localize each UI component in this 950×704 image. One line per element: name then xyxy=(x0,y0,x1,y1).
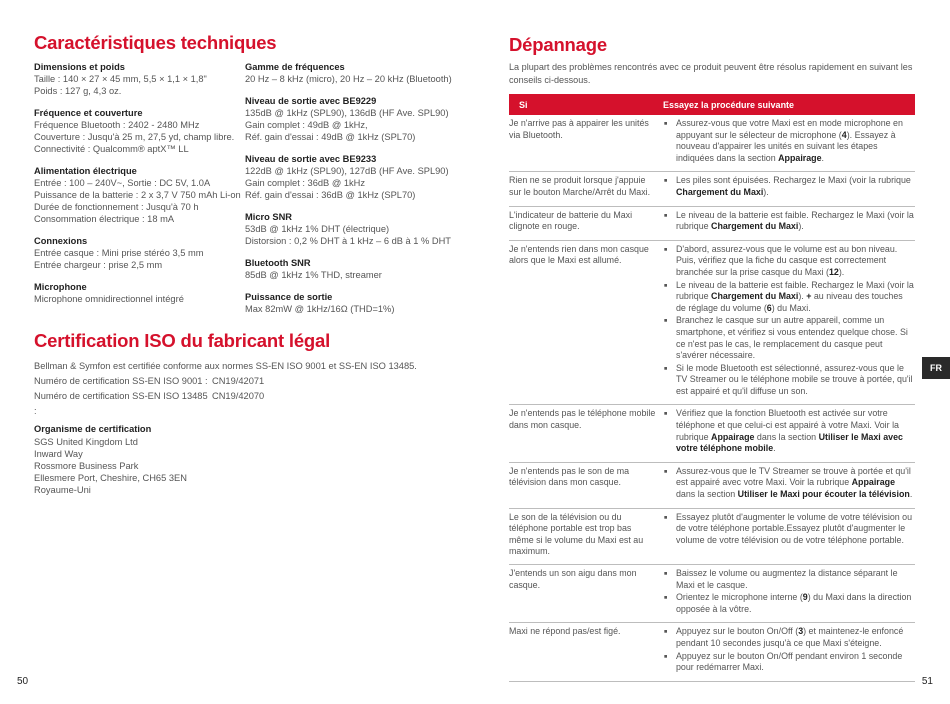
spec-line: Couverture : Jusqu'à 25 m, 27,5 yd, champ libre. xyxy=(34,132,235,142)
page-number-right: 51 xyxy=(921,676,933,687)
spec-block xyxy=(34,61,241,97)
spec-heading: Bluetooth SNR xyxy=(245,258,311,268)
org-line: SGS United Kingdom Ltd xyxy=(34,437,138,447)
solution-text: . xyxy=(773,443,776,454)
solution-list xyxy=(663,626,915,673)
bullet-icon xyxy=(664,280,667,294)
bullet-icon xyxy=(664,592,667,606)
spec-line: Taille : 140 × 27 × 45 mm, 5,5 × 1,1 × 1,8" xyxy=(34,74,207,84)
solution-text: Le niveau de la batterie est faible. Rechargez le Maxi (voir la rubrique xyxy=(676,209,914,232)
solution-cell xyxy=(663,565,915,623)
spec-line: Fréquence Bluetooth : 2402 - 2480 MHz xyxy=(34,120,200,130)
header-if: Si xyxy=(509,94,663,115)
plus-icon: + xyxy=(806,291,812,302)
spec-line: 85dB @ 1kHz 1% THD, streamer xyxy=(245,270,382,280)
solution-list xyxy=(663,466,915,501)
solution-bold: Appairage xyxy=(711,431,755,442)
solution-bold: 12 xyxy=(828,266,839,277)
solution-text: ). Essayez à nouveau d'appairer les unités en suivant les étapes indiquées dans la section xyxy=(676,129,896,163)
solution-cell xyxy=(663,206,915,240)
spec-line: Max 82mW @ 1kHz/16Ω (THD=1%) xyxy=(245,304,395,314)
specs-title: Caractéristiques techniques xyxy=(34,32,277,53)
solution-list xyxy=(663,408,915,454)
troubleshooting-title: Dépannage xyxy=(509,34,607,55)
spec-line: Gain complet : 36dB @ 1kHz xyxy=(245,178,366,188)
bullet-icon xyxy=(664,210,667,224)
solution-text: dans la section xyxy=(754,431,819,442)
solution-text: Assurez-vous que votre Maxi est en mode microphone en appuyant sur le sélecteur de microphone ( xyxy=(676,118,903,140)
solution-text: ) du Maxi. xyxy=(771,302,811,313)
spec-block xyxy=(245,153,452,201)
solution-text: ). xyxy=(798,291,807,302)
spec-line: 20 Hz – 8 kHz (micro), 20 Hz – 20 kHz (Bluetooth) xyxy=(245,74,452,84)
header-procedure: Essayez la procédure suivante xyxy=(663,94,915,115)
solution-bold: 9 xyxy=(802,592,808,603)
cert-label: Numéro de certification SS-EN ISO 9001 : xyxy=(34,376,208,386)
solution-cell xyxy=(663,462,915,508)
cert-row xyxy=(34,389,464,419)
problem-cell: Maxi ne répond pas/est figé. xyxy=(509,623,663,681)
spec-heading: Connexions xyxy=(34,236,88,246)
table-row xyxy=(509,206,915,240)
specs-column-1 xyxy=(34,61,241,315)
org-heading: Organisme de certification xyxy=(34,424,152,434)
cert-title: Certification ISO du fabricant légal xyxy=(34,330,331,351)
table-row xyxy=(509,240,915,405)
problem-cell: Rien ne se produit lorsque j'appuie sur le bouton Marche/Arrêt du Maxi. xyxy=(509,172,663,206)
spec-line: Entrée : 100 – 240V~, Sortie : DC 5V, 1.0A xyxy=(34,178,211,188)
solution-bold: 3 xyxy=(798,626,804,637)
solution-text: Les piles sont épuisées. Rechargez le Maxi (voir la rubrique xyxy=(676,175,911,186)
solution-cell xyxy=(663,172,915,206)
solution-list xyxy=(663,118,915,164)
solution-bold: Utiliser le Maxi pour écouter la télévision xyxy=(737,489,910,500)
solution-text: . xyxy=(821,152,825,163)
spec-line: Microphone omnidirectionnel intégré xyxy=(34,294,184,304)
solution-text: Orientez le microphone interne ( xyxy=(676,592,803,603)
solution-bold: Chargement du Maxi xyxy=(711,291,799,302)
bullet-icon xyxy=(664,626,667,640)
page-number-left: 50 xyxy=(17,676,29,687)
solution-bold: 6 xyxy=(766,302,772,313)
table-row xyxy=(509,565,915,623)
table-row xyxy=(509,623,915,681)
spec-line: Poids : 127 g, 4,3 oz. xyxy=(34,86,122,96)
spec-block xyxy=(34,165,241,225)
solution-text: Branchez le casque sur un autre appareil, comme un smartphone, et vérifiez si vous entendez quelque chose. Si ce n'est pas le cas, le remplacement du casque peut s'avérer nécessaire. xyxy=(676,315,908,361)
spec-block xyxy=(34,107,241,155)
table-row xyxy=(509,115,915,172)
spec-line: Entrée chargeur : prise 2,5 mm xyxy=(34,260,163,270)
table-row xyxy=(509,508,915,564)
bullet-icon xyxy=(664,118,667,132)
solution-item xyxy=(663,315,915,361)
solution-item xyxy=(663,210,915,233)
troubleshooting-intro: La plupart des problèmes rencontrés avec ce produit peuvent être résolus rapidement en suivant les conseils ci-dessous. xyxy=(509,62,913,85)
problem-cell: L'indicateur de batterie du Maxi clignote en rouge. xyxy=(509,206,663,240)
solution-item xyxy=(663,651,915,674)
spec-line: Durée de fonctionnement : Jusqu'à 70 h xyxy=(34,202,199,212)
spec-line: Gain complet : 49dB @ 1kHz, xyxy=(245,120,368,130)
problem-cell: Je n'entends pas le téléphone mobile dans mon casque. xyxy=(509,405,663,462)
solution-text: Appuyez sur le bouton On/Off pendant environ 1 seconde pour redémarrer Maxi. xyxy=(676,650,903,673)
spec-heading: Gamme de fréquences xyxy=(245,62,345,72)
solution-text: . xyxy=(909,489,913,500)
spec-line: 53dB @ 1kHz 1% DHT (électrique) xyxy=(245,224,390,234)
solution-text: Baissez le volume ou augmentez la distance séparant le Maxi et le casque. xyxy=(676,568,898,590)
solution-bold: Appairage xyxy=(851,477,896,488)
solution-bold: Appairage xyxy=(778,152,822,163)
bullet-icon xyxy=(664,363,667,377)
solution-text: Le niveau de la batterie est faible. Rechargez le Maxi (voir la rubrique xyxy=(676,279,914,302)
problem-cell: Je n'entends pas le son de ma télévision dans mon casque. xyxy=(509,462,663,508)
solution-item xyxy=(663,568,915,591)
solution-list xyxy=(663,568,915,615)
solution-text: ) du Maxi dans la direction opposée à la vôtre. xyxy=(676,592,912,614)
language-tab: FR xyxy=(922,357,950,379)
bullet-icon xyxy=(664,568,667,582)
spec-block xyxy=(245,257,452,281)
solution-item xyxy=(663,280,915,315)
table-row xyxy=(509,462,915,508)
solution-text: Appuyez sur le bouton On/Off ( xyxy=(676,626,799,637)
cert-rows xyxy=(34,374,464,419)
spec-line: Réf. gain d'essai : 49dB @ 1kHz (SPL70) xyxy=(245,132,416,142)
solution-item xyxy=(663,363,915,398)
solution-cell xyxy=(663,240,915,405)
problem-cell: Je n'entends rien dans mon casque alors que le Maxi est allumé. xyxy=(509,240,663,405)
cert-section xyxy=(34,359,464,496)
solution-text: Essayez plutôt d'augmenter le volume de votre télévision ou de votre téléphone portable.Essayez plutôt d'augmenter le volume de votre télévision ou de votre téléphone portable. xyxy=(676,511,913,545)
bullet-icon xyxy=(664,651,667,665)
solution-list xyxy=(663,175,915,198)
spec-heading: Fréquence et couverture xyxy=(34,108,143,118)
solution-item xyxy=(663,592,915,615)
spec-line: Réf. gain d'essai : 36dB @ 1kHz (SPL70) xyxy=(245,190,416,200)
problem-cell: Le son de la télévision ou du téléphone portable est trop bas même si le volume du Maxi est au maximum. xyxy=(509,508,663,564)
bullet-icon xyxy=(664,315,667,329)
problem-cell: J'entends un son aigu dans mon casque. xyxy=(509,565,663,623)
spec-heading: Microphone xyxy=(34,282,87,292)
solution-text: Vérifiez que la fonction Bluetooth est activée sur votre téléphone et que celui-ci est appairé à votre Maxi. Voir la rubrique xyxy=(676,408,899,442)
spec-block xyxy=(245,291,452,315)
solution-item xyxy=(663,244,915,279)
solution-bold: Chargement du Maxi xyxy=(676,186,764,197)
spec-heading: Niveau de sortie avec BE9229 xyxy=(245,96,377,106)
org-address xyxy=(34,436,464,496)
bullet-icon xyxy=(664,466,667,480)
spec-line: Distorsion : 0,2 % DHT à 1 kHz – 6 dB à 1 % DHT xyxy=(245,236,451,246)
solution-bold: 4 xyxy=(841,129,847,140)
cert-value: CN19/42071 xyxy=(212,376,265,386)
spec-block xyxy=(245,61,452,85)
spec-line: Connectivité : Qualcomm® aptX™ LL xyxy=(34,144,189,154)
solution-cell xyxy=(663,405,915,462)
org-line: Rossmore Business Park xyxy=(34,461,139,471)
org-line: Ellesmere Port, Cheshire, CH65 3EN xyxy=(34,473,187,483)
problem-cell: Je n'arrive pas à appairer les unités via Bluetooth. xyxy=(509,115,663,172)
spec-block xyxy=(245,211,452,247)
solution-text: ). xyxy=(838,266,845,277)
spec-line: 122dB @ 1kHz (SPL90), 127dB (HF Ave. SPL90) xyxy=(245,166,449,176)
cert-text: Bellman & Symfon est certifiée conforme aux normes SS-EN ISO 9001 et SS-EN ISO 13485. xyxy=(34,361,417,371)
table-row xyxy=(509,405,915,462)
solution-item xyxy=(663,175,915,198)
solution-cell xyxy=(663,115,915,172)
spec-block xyxy=(245,95,452,143)
bullet-icon xyxy=(664,408,667,422)
solution-item xyxy=(663,466,915,501)
solution-list xyxy=(663,210,915,233)
bullet-icon xyxy=(664,175,667,189)
spec-line: Consommation électrique : 18 mA xyxy=(34,214,175,224)
bullet-icon xyxy=(664,244,667,258)
cert-value: CN19/42070 xyxy=(212,391,265,401)
table-row xyxy=(509,172,915,206)
solution-list xyxy=(663,244,915,398)
troubleshooting-table xyxy=(509,94,915,682)
solution-text: ) et maintenez-le enfoncé pendant 10 secondes jusqu'à ce que Maxi s'éteigne. xyxy=(676,626,904,648)
spec-heading: Puissance de sortie xyxy=(245,292,333,302)
solution-item xyxy=(663,408,915,454)
solution-text: D'abord, assurez-vous que le volume est au bon niveau. Puis, vérifiez que la fiche du casque est correctement branchée sur la prise casque du Maxi ( xyxy=(676,243,898,277)
spec-line: Entrée casque : Mini prise stéréo 3,5 mm xyxy=(34,248,204,258)
solution-text: ). xyxy=(798,221,804,232)
solution-item xyxy=(663,626,915,649)
solution-text: dans la section xyxy=(676,489,738,500)
solution-text: Si le mode Bluetooth est sélectionné, assurez-vous que le TV Streamer ou le téléphone mobile se trouve à portée, qu'il est appairé et qu'il diffuse un son. xyxy=(676,362,913,396)
solution-cell xyxy=(663,623,915,681)
spec-line: 135dB @ 1kHz (SPL90), 136dB (HF Ave. SPL90) xyxy=(245,108,449,118)
spec-heading: Niveau de sortie avec BE9233 xyxy=(245,154,377,164)
solution-bold: Utiliser le Maxi avec votre téléphone mobile xyxy=(676,431,903,454)
cert-label: Numéro de certification SS-EN ISO 13485 : xyxy=(34,391,208,416)
solution-text: ). xyxy=(763,186,769,197)
specs-column-2 xyxy=(245,61,452,325)
spec-block xyxy=(34,281,241,305)
solution-text: Assurez-vous que le TV Streamer se trouve à portée et qu'il est appairé avec votre Maxi. Voir la rubrique xyxy=(676,465,911,488)
solution-item xyxy=(663,512,915,547)
solution-list xyxy=(663,512,915,547)
spec-block xyxy=(34,235,241,271)
solution-bold: Chargement du Maxi xyxy=(711,221,799,232)
spec-line: Puissance de la batterie : 2 x 3,7 V 750 mAh Li-on xyxy=(34,190,241,200)
table-header xyxy=(509,94,915,115)
org-line: Royaume-Uni xyxy=(34,485,91,495)
spec-heading: Alimentation électrique xyxy=(34,166,137,176)
org-line: Inward Way xyxy=(34,449,83,459)
spec-heading: Micro SNR xyxy=(245,212,293,222)
solution-item xyxy=(663,118,915,164)
bullet-icon xyxy=(664,512,667,526)
solution-text: au niveau des touches de réglage du volume ( xyxy=(676,291,903,313)
spec-heading: Dimensions et poids xyxy=(34,62,125,72)
cert-row xyxy=(34,374,464,389)
solution-cell xyxy=(663,508,915,564)
